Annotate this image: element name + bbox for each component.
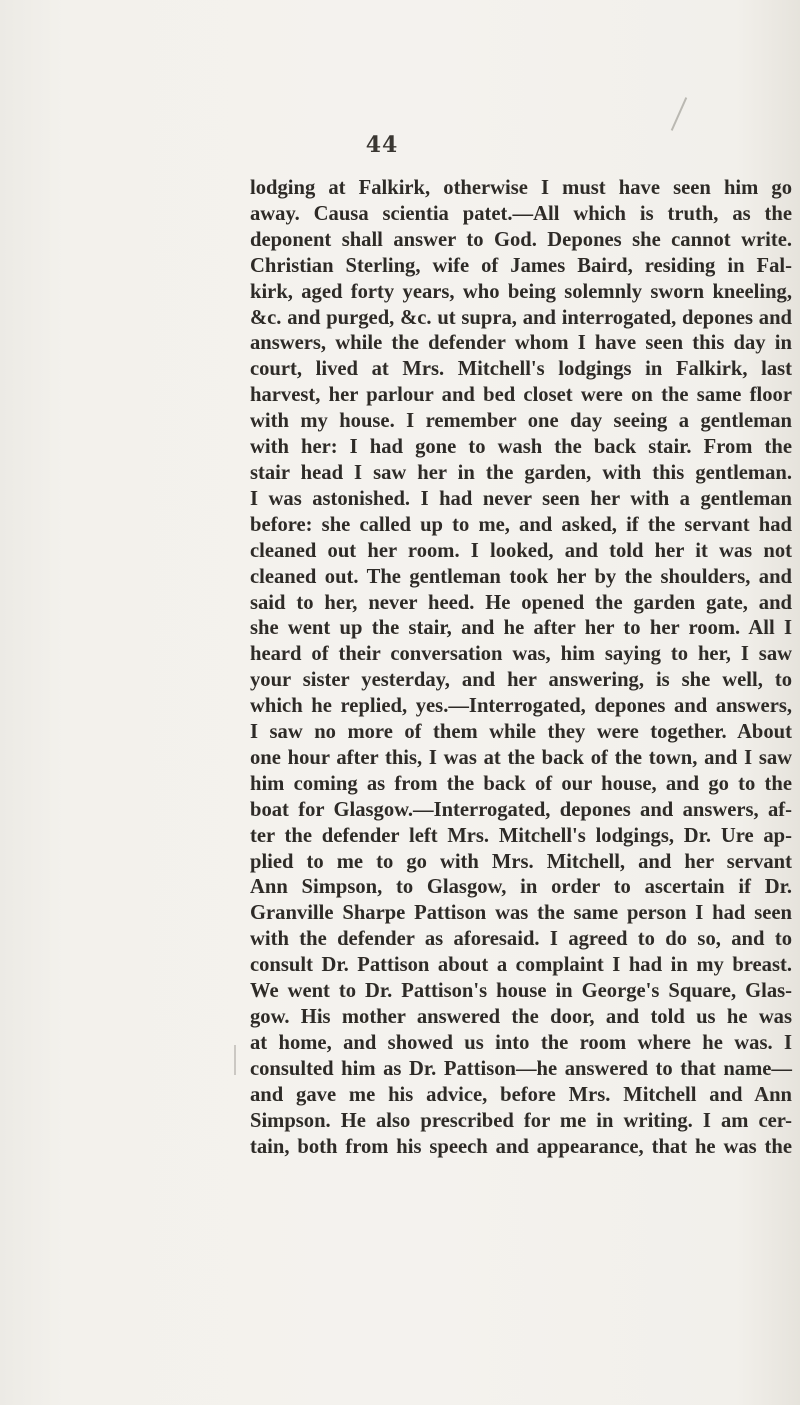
text-line: your sister yesterday, and her answering, is she well, to bbox=[250, 669, 792, 692]
text-line: Christian Sterling, wife of James Baird, residing in Fal- bbox=[250, 254, 792, 277]
text-line: harvest, her parlour and bed closet were on the same floor bbox=[250, 384, 792, 407]
margin-mark bbox=[234, 1045, 236, 1075]
text-line: with her: I had gone to wash the back stair. From the bbox=[250, 436, 792, 459]
text-line: gow. His mother answered the door, and told us he was bbox=[250, 1006, 792, 1028]
text-line: Granville Sharpe Pattison was the same person I had seen bbox=[250, 902, 792, 925]
text-line: plied to me to go with Mrs. Mitchell, and her servant bbox=[250, 850, 792, 873]
text-line: cleaned out. The gentleman took her by the shoulders, and bbox=[250, 565, 792, 588]
text-line: which he replied, yes.—Interrogated, depones and answers, bbox=[250, 695, 792, 718]
page-number: 44 bbox=[365, 132, 399, 158]
text-line: Simpson. He also prescribed for me in writing. I am cer- bbox=[250, 1109, 792, 1132]
text-line: away. Causa scientia patet.—All which is truth, as the bbox=[250, 202, 792, 225]
text-line: with the defender as aforesaid. I agreed to do so, and to bbox=[250, 928, 792, 951]
text-line: stair head I saw her in the garden, with this gentleman. bbox=[250, 461, 792, 484]
text-line: said to her, never heed. He opened the garden gate, and bbox=[250, 591, 792, 614]
text-line: consult Dr. Pattison about a complaint I had in my breast. bbox=[250, 954, 792, 977]
text-line: consulted him as Dr. Pattison—he answered to that name— bbox=[250, 1057, 792, 1080]
text-line: I saw no more of them while they were together. About bbox=[250, 721, 792, 744]
text-line: with my house. I remember one day seeing a gentleman bbox=[250, 410, 792, 433]
text-line: she went up the stair, and he after her to her room. All I bbox=[250, 617, 792, 640]
text-line: lodging at Falkirk, otherwise I must have seen him go bbox=[250, 177, 792, 199]
text-line: deponent shall answer to God. Depones she cannot write. bbox=[250, 228, 792, 251]
text-line: heard of their conversation was, him saying to her, I saw bbox=[250, 643, 792, 666]
text-line: We went to Dr. Pattison's house in George's Square, Glas- bbox=[250, 980, 792, 1003]
text-line: &c. and purged, &c. ut supra, and interrogated, depones and bbox=[250, 306, 792, 329]
text-line: ter the defender left Mrs. Mitchell's lodgings, Dr. Ure ap- bbox=[250, 824, 792, 847]
text-line: I was astonished. I had never seen her with a gentleman bbox=[250, 487, 792, 510]
text-line: Ann Simpson, to Glasgow, in order to ascertain if Dr. bbox=[250, 876, 792, 899]
page-fold-mark bbox=[671, 97, 687, 131]
text-line: answers, while the defender whom I have seen this day in bbox=[250, 332, 792, 355]
text-line: court, lived at Mrs. Mitchell's lodgings in Falkirk, last bbox=[250, 358, 792, 381]
text-line: cleaned out her room. I looked, and told her it was not bbox=[250, 539, 792, 562]
text-line: him coming as from the back of our house, and go to the bbox=[250, 772, 792, 795]
text-line: one hour after this, I was at the back of the town, and I saw bbox=[250, 746, 792, 769]
text-line: at home, and showed us into the room where he was. I bbox=[250, 1031, 792, 1054]
text-line: kirk, aged forty years, who being solemnly sworn kneeling, bbox=[250, 280, 792, 303]
text-line: boat for Glasgow.—Interrogated, depones and answers, af- bbox=[250, 798, 792, 821]
text-line: tain, both from his speech and appearance, that he was the bbox=[250, 1135, 792, 1158]
text-line: before: she called up to me, and asked, if the servant had bbox=[250, 513, 792, 536]
text-line: and gave me his advice, before Mrs. Mitchell and Ann bbox=[250, 1083, 792, 1106]
deposition-text bbox=[250, 176, 792, 1160]
